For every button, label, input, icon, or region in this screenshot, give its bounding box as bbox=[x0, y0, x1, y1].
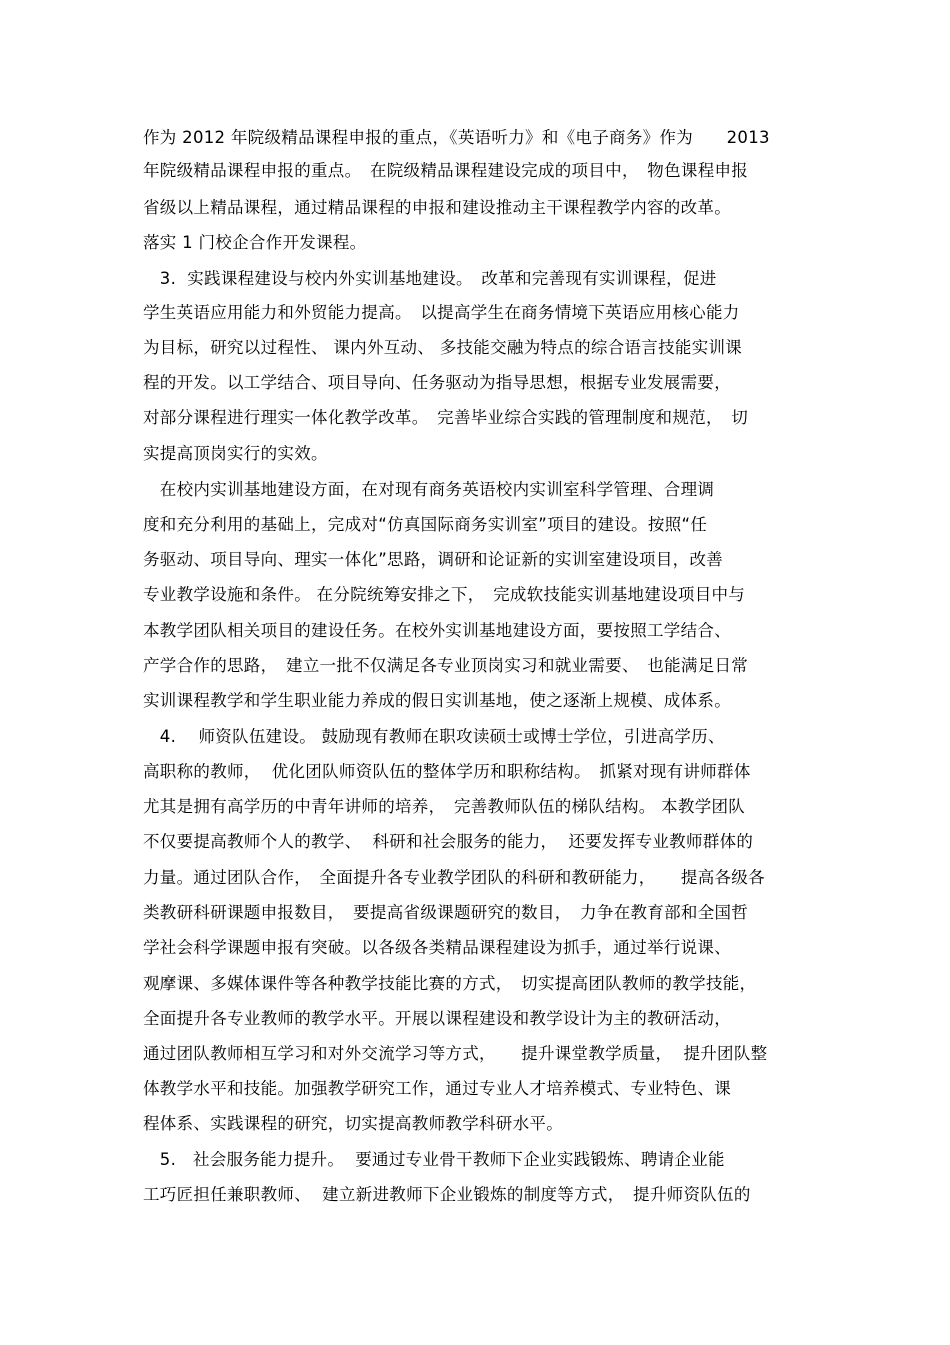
text-line: 本教学团队相关项目的建设任务。在校外实训基地建设方面，要按照工学结合、 bbox=[143, 621, 731, 640]
text-line: 程体系、实践课程的研究，切实提高教师教学科研水平。 bbox=[143, 1114, 563, 1133]
text-line: 年院级精品课程申报的重点。 在院级精品课程建设完成的项目中， 物色课程申报 bbox=[143, 161, 749, 180]
text-line: 度和充分利用的基础上，完成对“仿真国际商务实训室”项目的建设。按照“任 bbox=[143, 515, 708, 534]
text-line: 4. 师资队伍建设。 鼓励现有教师在职攻读硕士或博士学位，引进高学历、 bbox=[143, 727, 725, 746]
text-line: 不仅要提高教师个人的教学、 科研和社会服务的能力， 还要发挥专业教师群体的 bbox=[143, 832, 754, 851]
text-line: 作为 2012 年院级精品课程申报的重点，《英语听力》和《电子商务》作为 2013 bbox=[143, 128, 770, 147]
text-line: 程的开发。以工学结合、项目导向、任务驱动为指导思想，根据专业发展需要， bbox=[143, 373, 731, 392]
text-line: 体教学水平和技能。加强教学研究工作，通过专业人才培养模式、专业特色、课 bbox=[143, 1079, 731, 1098]
text-line: 实提高顶岗实行的实效。 bbox=[143, 444, 328, 463]
text-line: 观摩课、多媒体课件等各种教学技能比赛的方式， 切实提高团队教师的教学技能， bbox=[143, 974, 757, 993]
text-line: 省级以上精品课程，通过精品课程的申报和建设推动主干课程教学内容的改革。 bbox=[143, 198, 731, 217]
text-line: 在校内实训基地建设方面，在对现有商务英语校内实训室科学管理、合理调 bbox=[143, 480, 715, 499]
text-line: 尤其是拥有高学历的中青年讲师的培养， 完善教师队伍的梯队结构。 本教学团队 bbox=[143, 797, 746, 816]
text-line: 实训课程教学和学生职业能力养成的假日实训基地，使之逐渐上规模、成体系。 bbox=[143, 691, 731, 710]
text-line: 专业教学设施和条件。 在分院统筹安排之下， 完成软技能实训基地建设项目中与 bbox=[143, 585, 746, 604]
text-line: 通过团队教师相互学习和对外交流学习等方式， 提升课堂教学质量， 提升团队整 bbox=[143, 1044, 768, 1063]
text-line: 学生英语应用能力和外贸能力提高。 以提高学生在商务情境下英语应用核心能力 bbox=[143, 303, 740, 322]
text-line: 5. 社会服务能力提升。 要通过专业骨干教师下企业实践锻炼、聘请企业能 bbox=[143, 1150, 725, 1169]
text-line: 产学合作的思路， 建立一批不仅满足各专业顶岗实习和就业需要、 也能满足日常 bbox=[143, 656, 749, 675]
text-line: 为目标，研究以过程性、 课内外互动、 多技能交融为特点的综合语言技能实训课 bbox=[143, 338, 743, 357]
text-line: 全面提升各专业教师的教学水平。开展以课程建设和教学设计为主的教研活动， bbox=[143, 1009, 731, 1028]
text-line: 对部分课程进行理实一体化教学改革。 完善毕业综合实践的管理制度和规范， 切 bbox=[143, 408, 749, 427]
text-line: 务驱动、项目导向、理实一体化”思路，调研和论证新的实训室建设项目，改善 bbox=[143, 550, 724, 569]
text-line: 学社会科学课题申报有突破。以各级各类精品课程建设为抓手，通过举行说课、 bbox=[143, 938, 731, 957]
text-line: 力量。通过团队合作， 全面提升各专业教学团队的科研和教研能力， 提高各级各 bbox=[143, 868, 765, 887]
text-line: 落实 1 门校企合作开发课程。 bbox=[143, 233, 367, 252]
text-line: 类教研科研课题申报数目， 要提高省级课题研究的数目， 力争在教育部和全国哲 bbox=[143, 903, 749, 922]
text-line: 高职称的教师， 优化团队师资队伍的整体学历和职称结构。 抓紧对现有讲师群体 bbox=[143, 762, 751, 781]
text-line: 工巧匠担任兼职教师、 建立新进教师下企业锻炼的制度等方式， 提升师资队伍的 bbox=[143, 1185, 751, 1204]
text-line: 3. 实践课程建设与校内外实训基地建设。 改革和完善现有实训课程，促进 bbox=[143, 269, 717, 288]
